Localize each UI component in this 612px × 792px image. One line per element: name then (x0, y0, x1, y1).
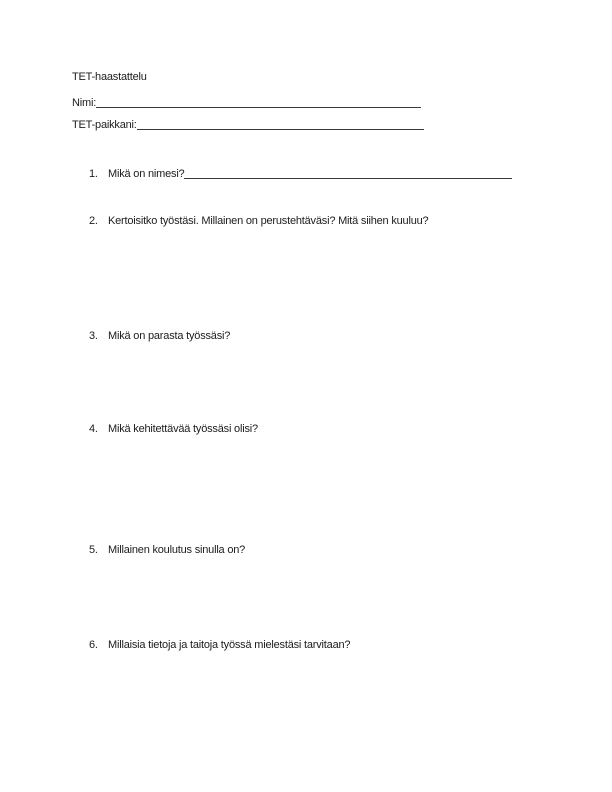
tet-place-field-row (72, 118, 424, 132)
tet-place-field-label: TET-paikkani: (72, 119, 137, 131)
name-field-label: Nimi: (72, 97, 97, 109)
answer-blank-line (184, 167, 512, 179)
question-text: Kertoisitko työstäsi. Millainen on perustehtäväsi? Mitä siihen kuuluu? (108, 215, 429, 227)
name-blank-line (96, 96, 421, 108)
question-row-6 (89, 638, 350, 652)
question-row-1 (89, 167, 512, 181)
question-row-2 (89, 214, 428, 228)
question-number: 2. (89, 215, 98, 227)
question-text: Mikä kehitettävää työssäsi olisi? (108, 423, 258, 435)
question-text: Mikä on parasta työssäsi? (108, 330, 231, 342)
question-text: Millaisia tietoja ja taitoja työssä mielestäsi tarvitaan? (108, 639, 351, 651)
name-field-row (72, 96, 421, 110)
question-number: 3. (89, 330, 98, 342)
question-row-5 (89, 543, 245, 557)
question-text: Millainen koulutus sinulla on? (108, 544, 246, 556)
document-title: TET-haastattelu (72, 71, 147, 83)
question-text: Mikä on nimesi? (108, 168, 185, 180)
question-number: 1. (89, 168, 98, 180)
question-row-3 (89, 329, 230, 343)
question-row-4 (89, 422, 258, 436)
tet-place-blank-line (137, 118, 424, 130)
question-number: 6. (89, 639, 98, 651)
question-number: 5. (89, 544, 98, 556)
question-number: 4. (89, 423, 98, 435)
